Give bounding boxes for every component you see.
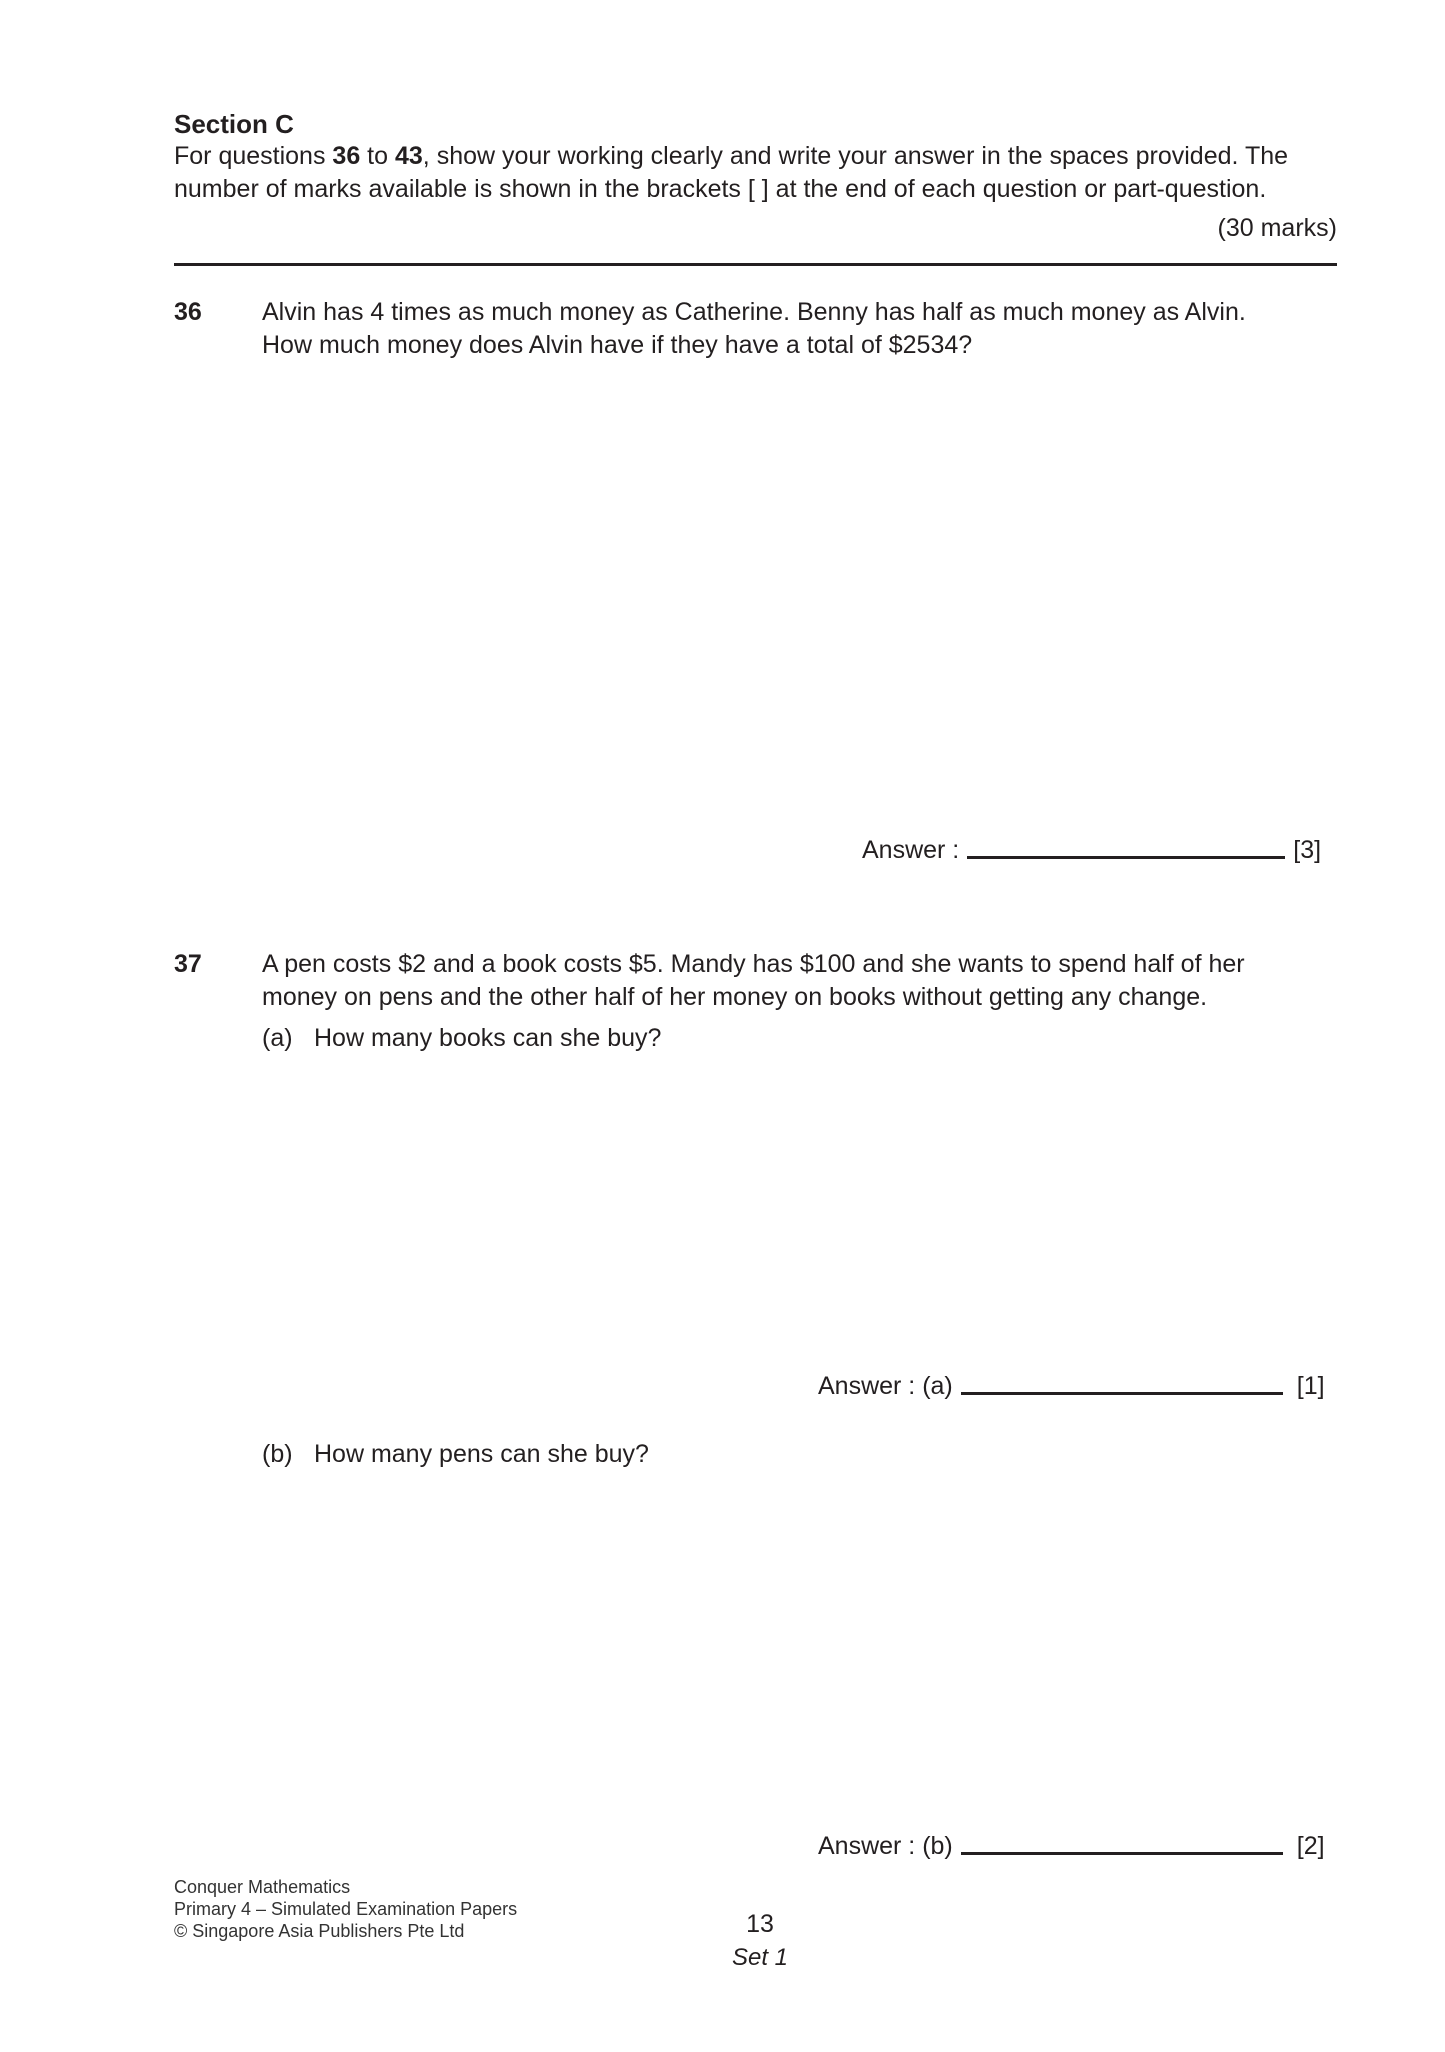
part-text: How many pens can she buy? [314, 1440, 649, 1468]
question-text [262, 296, 1337, 362]
answer-label: Answer : (a) [818, 1372, 953, 1400]
question-line: Alvin has 4 times as much money as Catherine. Benny has half as much money as Alvin. [262, 298, 1246, 326]
part-a [262, 1022, 661, 1054]
question-text [262, 948, 1337, 1014]
instr-text: number of marks available is shown in the brackets [ ] at the end of each question or part-question. [174, 175, 1267, 203]
question-number: 37 [174, 950, 202, 978]
answer-line[interactable] [961, 1392, 1283, 1395]
total-marks: (30 marks) [1217, 214, 1337, 242]
part-b [262, 1438, 649, 1470]
instructions-line-1 [174, 140, 1337, 173]
answer-line[interactable] [967, 856, 1285, 859]
footer-publisher [174, 1876, 517, 1942]
marks-bracket: [2] [1296, 1832, 1325, 1860]
question-line: A pen costs $2 and a book costs $5. Mandy has $100 and she wants to spend half of her [262, 950, 1245, 978]
question-line: money on pens and the other half of her money on books without getting any change. [262, 983, 1208, 1011]
footer-copyright: © Singapore Asia Publishers Pte Ltd [174, 1921, 465, 1941]
answer-line[interactable] [961, 1852, 1283, 1855]
instr-question-start: 36 [332, 142, 361, 170]
answer-label: Answer : (b) [818, 1832, 953, 1860]
page-number: 13 [746, 1910, 774, 1938]
section-instructions [174, 140, 1337, 206]
instructions-line-2 [174, 173, 1337, 206]
part-label: (b) [262, 1440, 293, 1468]
instr-text: For questions [174, 142, 333, 170]
part-label: (a) [262, 1024, 293, 1052]
instr-text: to [360, 142, 395, 170]
question-line: How much money does Alvin have if they have a total of $2534? [262, 331, 973, 359]
footer-book-subtitle: Primary 4 – Simulated Examination Papers [174, 1899, 518, 1919]
marks-bracket: [1] [1296, 1372, 1325, 1400]
part-text: How many books can she buy? [314, 1024, 662, 1052]
instr-question-end: 43 [394, 142, 423, 170]
question-number: 36 [174, 298, 202, 326]
answer-row-37b [818, 1832, 1325, 1861]
marks-bracket: [3] [1293, 836, 1322, 864]
section-title: Section C [174, 109, 294, 139]
set-label: Set 1 [731, 1944, 789, 1971]
answer-row-36 [862, 836, 1321, 865]
section-divider [174, 263, 1337, 266]
answer-row-37a [818, 1372, 1325, 1401]
answer-label: Answer : [862, 836, 960, 864]
instr-text: , show your working clearly and write your answer in the spaces provided. The [422, 142, 1289, 170]
footer-book-title: Conquer Mathematics [174, 1877, 351, 1897]
